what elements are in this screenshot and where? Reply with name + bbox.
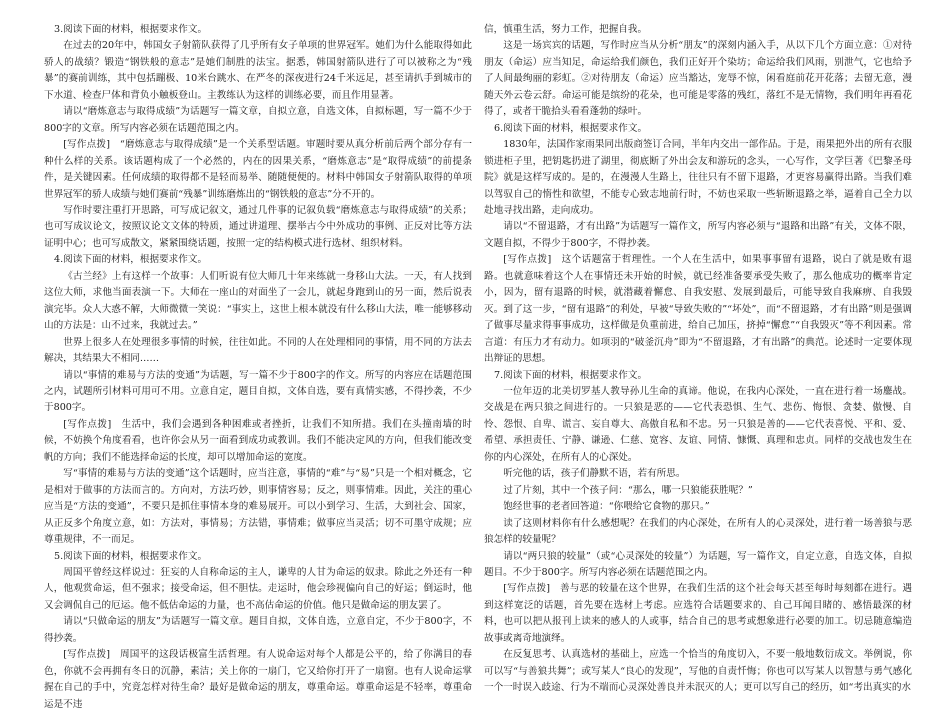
right-column <box>484 22 912 694</box>
left-paragraph: 请以“事情的难易与方法的变通”为话题，写一篇不少于800字的作文。所写的内容应在话题范围之内，试题所引材料可用可不用。立意自定，题目自拟，文体自选，要有真情实感，不得抄袭，不少于800字。 <box>44 369 472 414</box>
right-paragraph: 过了片刻，其中一个孩子问：“那么，哪一只狼能获胜呢？” <box>503 484 753 496</box>
right-paragraph: [写作点拨] 善与恶的较量在这个世界，在我们生活的这个社会每天甚至每时每刻都在进行。遇到这样宽泛的话题，首先要在选材上考虑。应选符合话题要求的、自己耳闻目睹的、感悟最深的材料，也可以把从报刊上读来的感人的人或事，结合自己的思考或想象进行必要的加工。切忌随意编造故事或离奇地演绎。 <box>484 583 912 644</box>
right-paragraph: 7.阅读下面的材料，根据要求作文。 <box>494 369 648 381</box>
right-paragraph: 在反复思考、认真选材的基础上，应选一个恰当的角度切入，不要一般地数衍成文。举例说，你可以写“与善狼共舞”；或写某人“良心的发现”，写他的自责忏悔；你也可以写某人以智慧与勇气感化一个一时误入歧途、行为不端而心灵深处善良并未泯灭的人；更可以写自己的经历，如“考出真实的水 <box>484 649 912 694</box>
right-paragraph: 饱经世事的老者回答道：“你喂给它食物的那只。” <box>503 501 710 513</box>
left-paragraph: 5.阅读下面的材料，根据要求作文。 <box>54 550 208 562</box>
left-paragraph: 请以“磨炼意志与取得成绩”为话题写一篇文章，自拟立意，自选文体，自拟标题，写一篇不少于800字的文章。所写内容必须在话题范围之内。 <box>44 106 472 134</box>
left-paragraph: 4.阅读下面的材料，根据要求作文。 <box>54 254 208 266</box>
right-paragraph: [写作点拨] 这个话题富于哲理性。一个人在生活中，如果事事留有退路，说白了就是败有退路。也就意味着这个人在事情还未开始的时候，就已经准备要承受失败了，那么他成功的概率肯定小，因为，留有退路的时候，就潜藏着懈怠、自我安慰、发展到最后，可能导致自我麻痹、自我毁灭。到了这一步，“留有退路”的利处，早被“导致失败的”“坏处”，而“不留退路，才有出路”则是强调了做事尽量求得事事成功，这样做是负重前进，给自己加压，挤掉“懈怠”“自我毁灭”等不利因素。常言道：有压力才有动力。如项羽的“破釜沉舟”即为“不留退路，才有出路”的典范。论述时一定要体现出辩证的思想。 <box>484 254 912 365</box>
right-paragraph: 一位年迈的北美切罗基人教导孙儿生命的真谛。他说，在我内心深处，一直在进行着一场鏖战。交战是在两只狼之间进行的。一只狼是恶的——它代表恐惧、生气、悲伤、悔恨、贪婪、傲慢、自怜、怨恨、自卑、谎言、妄自尊大、高傲自私和不忠。另一只狼是善的——它代表喜悦、平和、爱、希望、承担责任、宁静、谦逊、仁慈、宽容、友谊、同情、慷慨、真理和忠贞。同样的交战也发生在你的内心深处，在所有人的心深处。 <box>484 385 912 463</box>
left-paragraph: 世界上很多人在处理很多事情的时候，往往如此。不同的人在处理相同的事情，用不同的方法去解决，其结果大不相同…… <box>44 336 472 365</box>
right-paragraph: 读了这则材料你有什么感想呢？在我们的内心深处，在所有人的心灵深处，进行着一场善狼与恶狼怎样的较量呢？ <box>484 517 912 546</box>
left-paragraph: 《古兰经》上有这样一个故事：人们听说有位大师几十年来练就一身移山大法。一天，有人找到这位大师，求他当面表演一下。大师在一座山的对面坐了一会儿，就起身跑到山的另一面，然后说表演完毕。众人大惑不解，大师微微一笑说：“事实上，这世上根本就没有什么移山大法，唯一能够移动山的方法是：山不过来，我就过去。” <box>44 270 472 332</box>
left-column <box>44 22 472 710</box>
right-paragraph: 1830年，法国作家雨果同出版商签订合同，半年内交出一部作品。于是，雨果把外出的所有衣服锁进柜子里，把钥匙扔进了湖里，彻底断了外出会友和游玩的念头，一心写作，文学巨著《巴黎圣母院》就是这样写成的。是的，在漫漫人生路上，往往只有不留下退路，才更容易赢得出路。当我们难以驾驭自己的惰性和欲望，不能专心致志地前行时，不妨也采取一些斩断退路之举，逼着自己全力以赴地寻找出路，走向成功。 <box>484 139 912 216</box>
left-paragraph: [写作点拨] 周国平的这段话极富生活哲理。有人说命运对每个人都是公平的，给了你满目的春色，你就不会再拥有冬日的沉静，素洁；关上你的一扇门，它又给你打开了一扇窗。也有人说命运掌握在自己的手中，究竟怎样对待生命？最好是做命运的朋友，尊重命运。尊重命运是不轻率，尊重命运是不违 <box>44 649 472 710</box>
left-paragraph: [写作点拨] “磨炼意志与取得成绩”是一个关系型话题。审题时要从真分析前后两个部分存有一种什么样的关系。该话题构成了一个必然的，内在的因果关系，“磨炼意志”是“取得成绩”的前提条件，是关键因素。任何成绩的取得都不是轻而易举、随随便便的。材料中韩国女子射箭队取得的单项世界冠军的骄人成绩与她们赛前“残暴”训练磨炼出的“钢铁般的意志”分不开的。 <box>44 139 472 200</box>
left-paragraph: 写“事情的难易与方法的变通”这个话题时，应当注意，事情的“难”与“易”只是一个相对概念，它是相对于做事的方法而言的。方向对，方法巧妙，则事情容易；反之，则事情难。因此，关注的重心应当是“方法的变通”，不要只是抓住事情本身的难易展开。可以小到学习、生活，大到社会、国家，从正反多个角度立意，如：方法对，事情易；方法错，事情难；做事应当灵活；切不可墨守成规；应尊重规律，不一而足。 <box>44 468 472 546</box>
left-paragraph: 周国平曾经这样说过：狂妄的人自称命运的主人，谦卑的人甘为命运的奴隶。除此之外还有一种人，他观赏命运，但不强求；接受命运，但不胆怯。走运时，他会珍视偏向自己的好运；倒运时，他又会调侃自己的厄运。他不低估命运的力量，也不高估命运的价值。他只是做命运的朋友罢了。 <box>44 566 472 611</box>
left-paragraph: 在过去的20年中，韩国女子射箭队获得了几乎所有女子单项的世界冠军。她们为什么能取得如此骄人的战绩？锻造“钢铁般的意志”是她们制胜的法宝。据悉，韩国射箭队进行了可以被称之为“残暴”的赛前训练，其中包括蹦极、10米台跳水、在严冬的深夜进行24千米远足，甚至请扒手到城市的下水道、检查尸体和背负小触板登山。主教练认为这样的训练必要，而且作用显著。 <box>44 40 472 101</box>
right-paragraph: 信，慎重生活，努力工作，把握自我。 <box>484 24 648 35</box>
right-paragraph: 这是一场宾宾的话题，写作时应当从分析“朋友”的深刻内涵入手，从以下几个方面立意：①对待朋友（命运）应当知足，命运给我们颜色，我们正好开个染坊；命运给我们风雨，别泄气，它也给予了人间最绚丽的彩虹。②对待朋友（命运）应当豁达，宠辱不惊，闲看庭前花开花落；去留无意，漫随天外云卷云舒。命运可能是缤纷的花朵，也可能是零落的残红，落红不是无情物，我们明年再看花得了，或者干脆拾头看看蓬勃的绿叶。 <box>484 40 912 118</box>
left-paragraph: 请以“只做命运的朋友”为话题写一篇文章。题目自拟，文体自选，立意自定，不少于800字，不得抄袭。 <box>44 616 472 644</box>
left-paragraph: 写作时要注重打开思路，可写成记叙文，通过几件事的记叙负载“磨炼意志与取得成绩”的关系；也可写成议论文，按照议论文文体的特质，通过讲道理、摆举古今中外成功的事例、正反对比等方法证明中心；也可写成散文，紧紧围绕话题，按照一定的结构模式进行选材、组织材料。 <box>44 204 472 249</box>
left-paragraph: [写作点拨] 生活中，我们会遇到各种困难或者挫折，让我们不知所措。我们在头撞南墙的时候，不妨换个角度看看，也许你会从另一面看到成功或教训。我们不能决定风的方向，但我们能改变帆的方向；我们不能选择命运的长度，却可以增加命运的宽度。 <box>44 418 472 463</box>
left-paragraph: 3.阅读下面的材料，根据要求作文。 <box>54 24 208 35</box>
right-paragraph: 听完他的话，孩子们静默不语，若有所思。 <box>503 468 686 480</box>
right-paragraph: 请以“不留退路，才有出路”为话题写一篇作文，所写内容必须与“退路和出路”有关，文体不限，文题自拟，不得少于800字，不得抄袭。 <box>484 221 912 249</box>
right-paragraph: 请以“两只狼的较量”（或“心灵深处的较量”）为话题，写一篇作文，自定立意，自选文体，自拟题目。不少于800字。所写内容必须在话题范围之内。 <box>484 550 912 578</box>
right-paragraph: 6.阅读下面的材料，根据要求作文。 <box>494 122 648 134</box>
